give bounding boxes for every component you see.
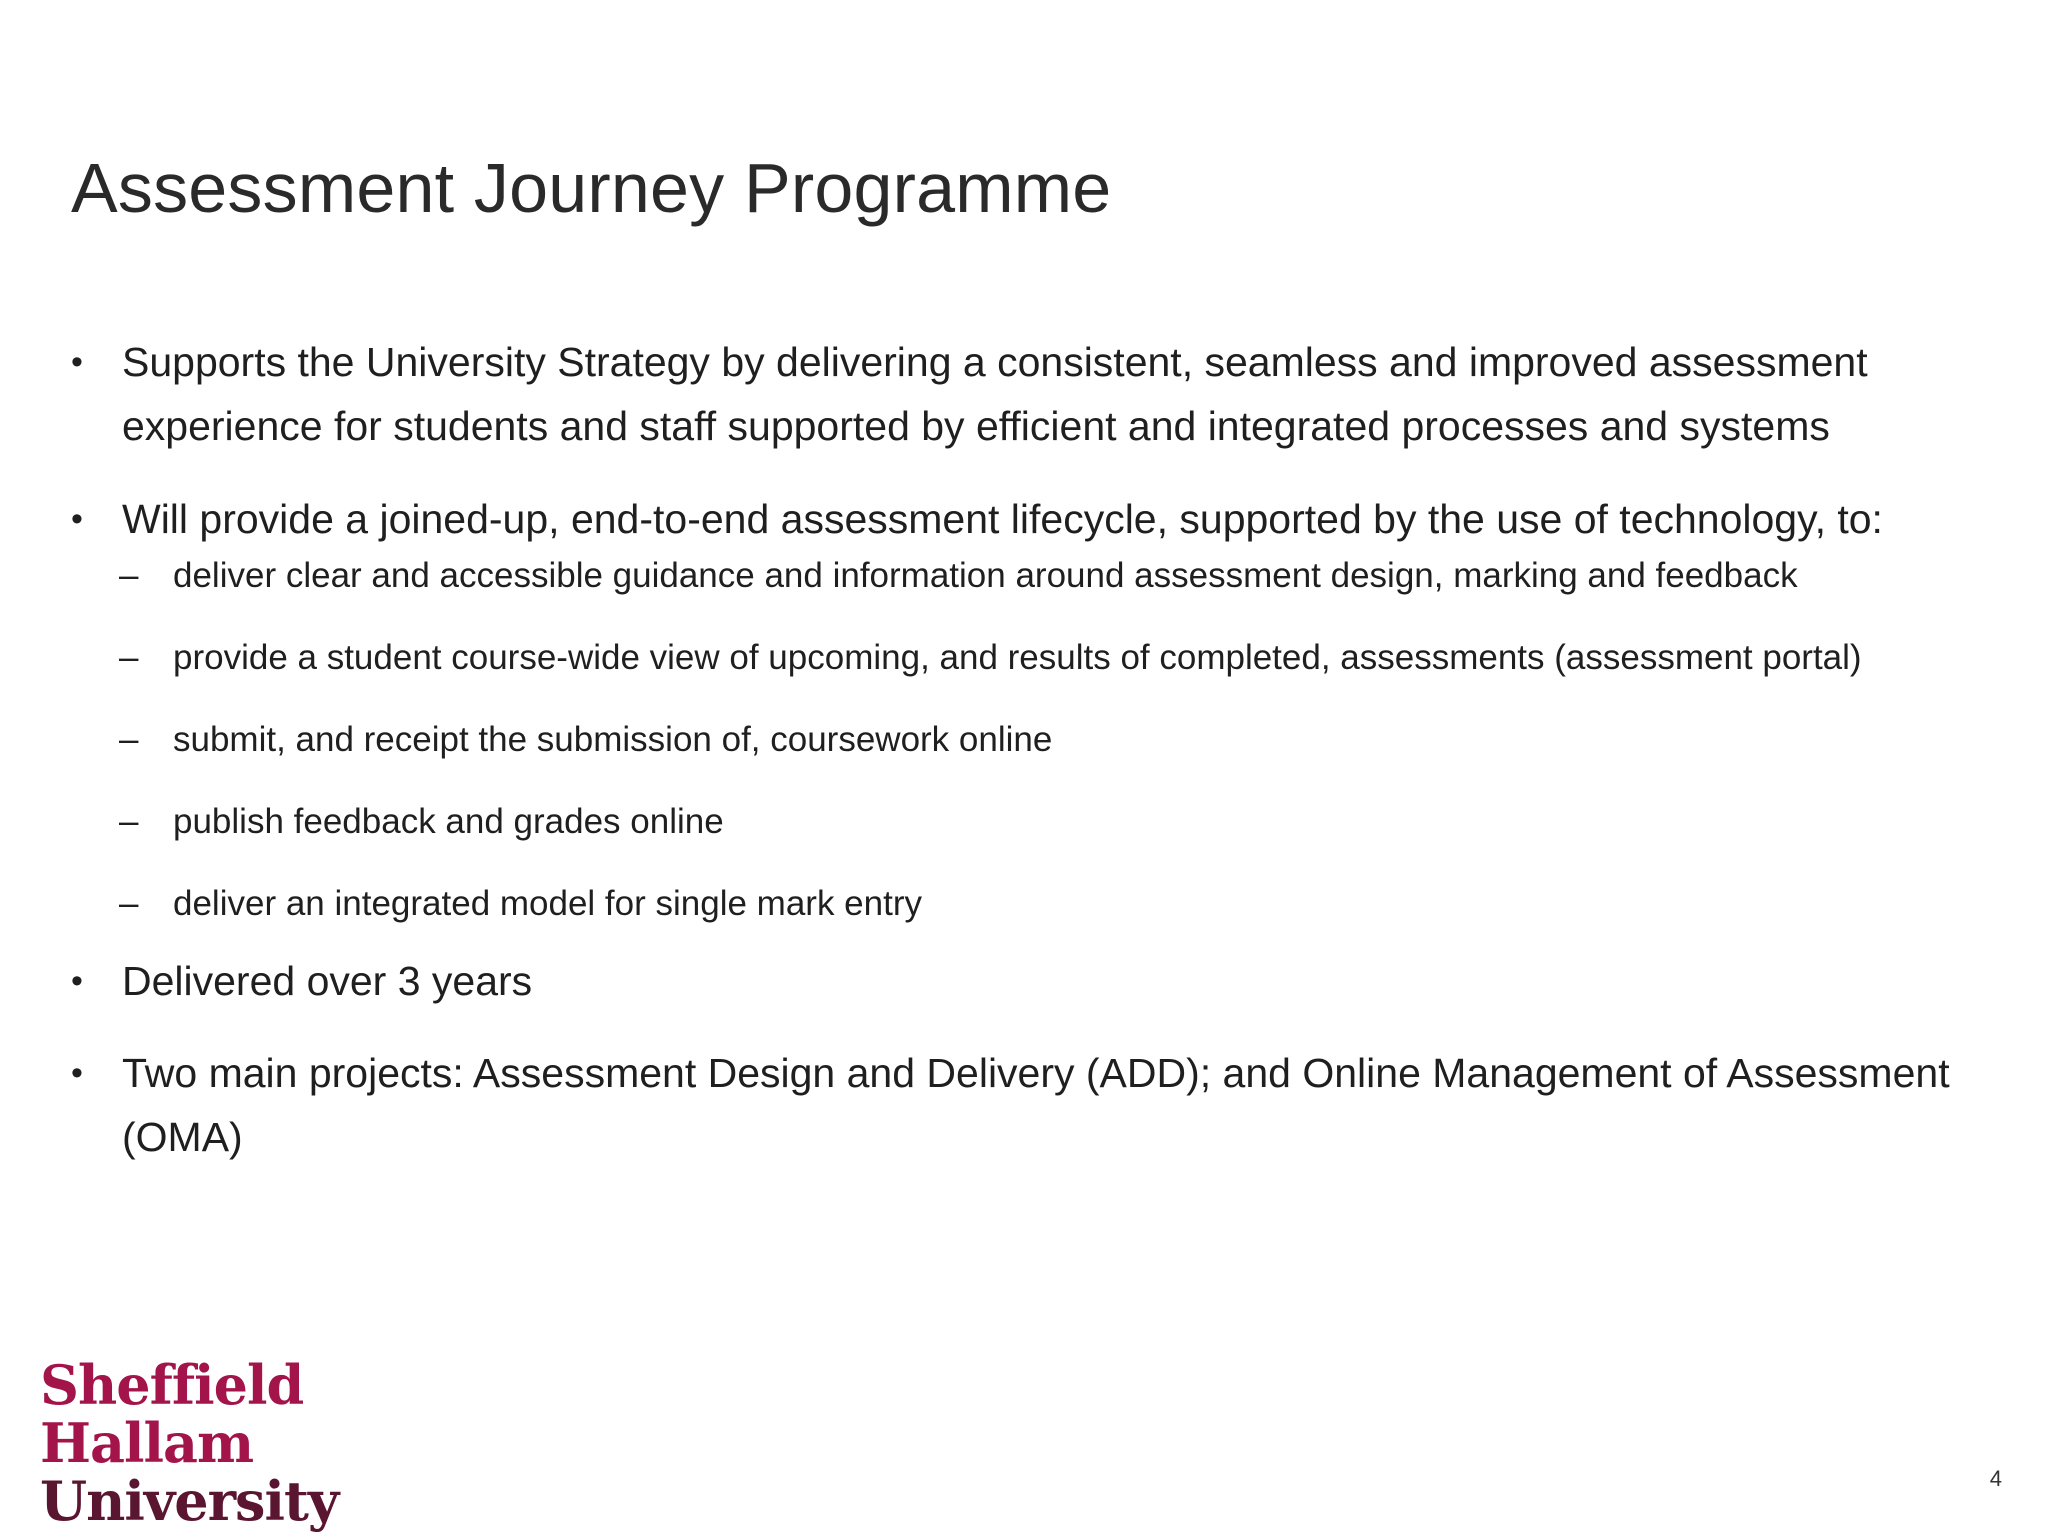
sub-bullet-text: publish feedback and grades online [173,802,724,841]
bullet-text: Will provide a joined-up, end-to-end assessment lifecycle, supported by the use of technology, to: [122,496,1883,542]
dash-icon: – [119,638,139,677]
sub-bullet-item [119,633,2001,683]
bullet-item [71,949,2001,1013]
sub-bullet-item [119,797,2001,847]
bullet-text: Two main projects: Assessment Design and Delivery (ADD); and Online Management of Assessment (OMA) [122,1050,1950,1160]
slide-title: Assessment Journey Programme [71,149,1112,227]
sub-bullet-text: submit, and receipt the submission of, coursework online [173,720,1053,759]
dash-icon: – [119,802,139,841]
bullet-icon: • [71,500,83,538]
bullet-text: Delivered over 3 years [122,958,533,1004]
sub-bullet-item [119,551,2001,601]
university-logo [40,1353,340,1533]
bullet-icon: • [71,962,83,1000]
sub-bullet-list [71,551,2001,929]
sub-bullet-text: provide a student course-wide view of upcoming, and results of completed, assessments (assessment portal) [173,638,1862,677]
bullet-icon: • [71,1054,83,1092]
sub-bullet-text: deliver clear and accessible guidance and information around assessment design, marking and feedback [173,556,1798,595]
bullet-item [71,330,2001,458]
sub-bullet-item [119,879,2001,929]
bullet-text: Supports the University Strategy by delivering a consistent, seamless and improved assessment experience for students and staff supported by efficient and integrated processes and systems [122,339,1868,449]
bullet-item [71,1041,2001,1169]
logo-line-2: Hallam [40,1411,254,1475]
slide-content [71,330,2001,1169]
page-number: 4 [1989,1466,2002,1491]
dash-icon: – [119,884,139,923]
sub-bullet-text: deliver an integrated model for single mark entry [173,884,922,923]
dash-icon: – [119,720,139,759]
dash-icon: – [119,556,139,595]
bullet-item [71,487,2001,551]
logo-line-1: Sheffield [40,1353,304,1417]
sub-bullet-item [119,715,2001,765]
bullet-icon: • [71,343,83,381]
logo-line-3: University [40,1469,339,1533]
